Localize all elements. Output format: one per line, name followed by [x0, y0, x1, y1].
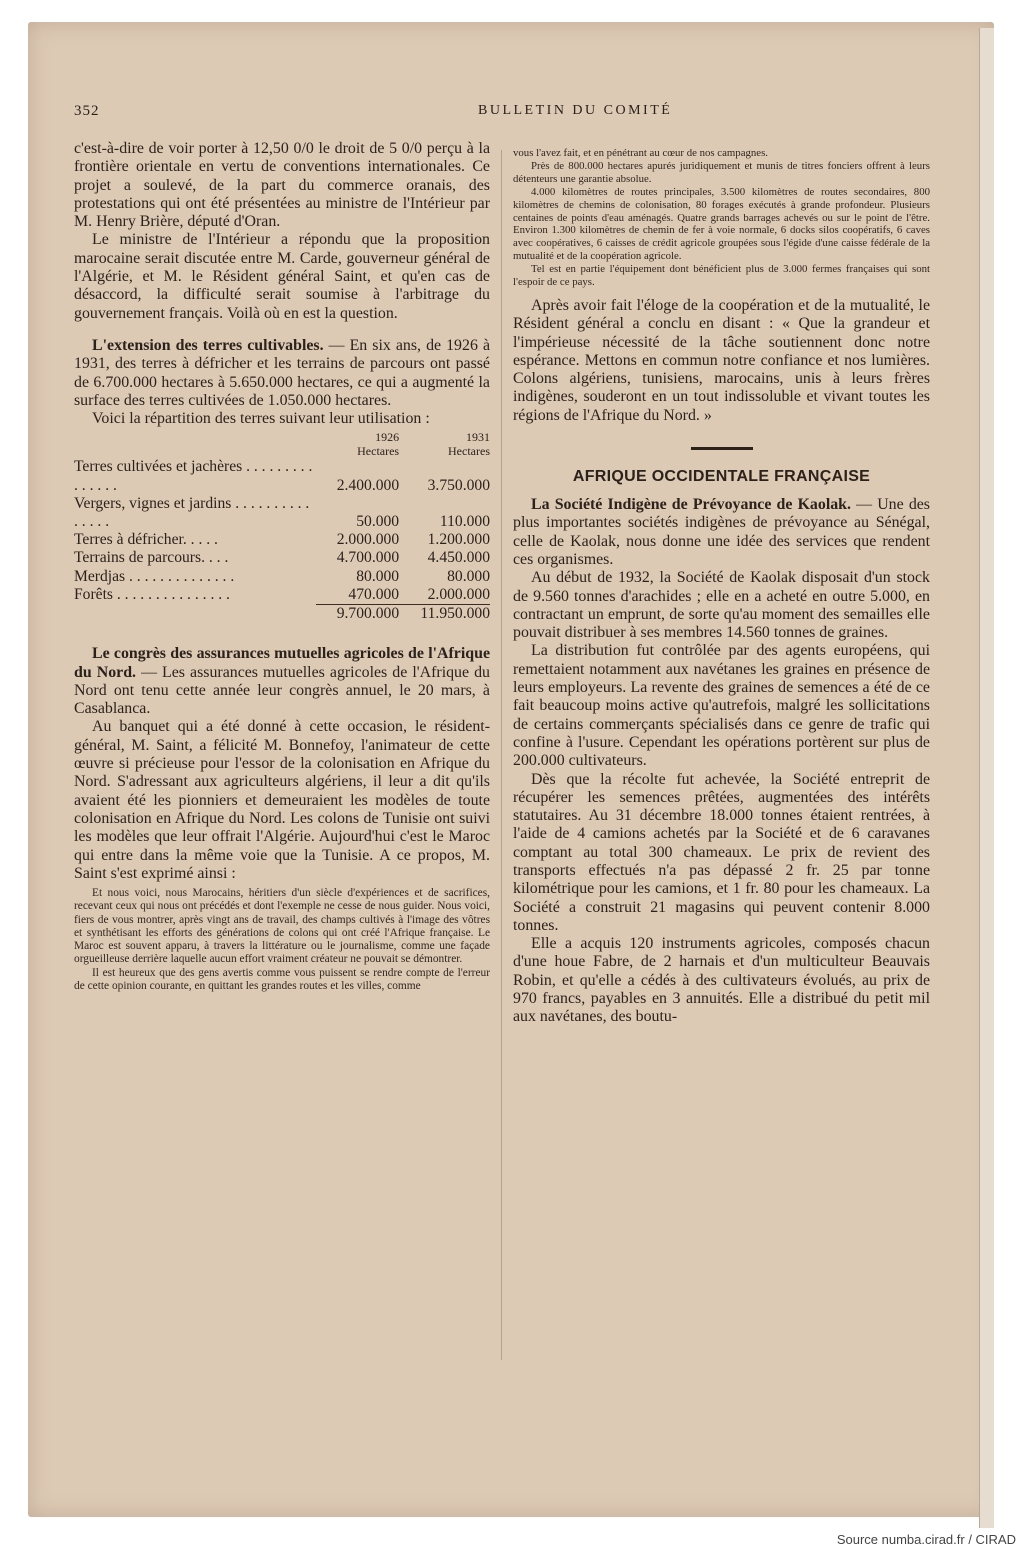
value-1931: 3.750.000: [427, 476, 490, 494]
value-1926: 80.000: [356, 567, 400, 585]
total-1926: 9.700.000: [316, 605, 399, 624]
paragraph: Après avoir fait l'éloge de la coopération et de la mutualité, le Résident général a conclu en disant : « Que la grandeur et l'impérieuse nécessité de la tâche soutiennent donc notre espérance. Mettons en commun notre confiance et nos lumières. Colons algériens, tunisiens, marocains, unis à leurs frères indigènes, souderont en un tout indissoluble et vivant toutes les régions de l'Afrique du Nord. »: [513, 296, 930, 424]
section-heading: AFRIQUE OCCIDENTALE FRANÇAISE: [572, 468, 871, 486]
table-row: [74, 586, 490, 605]
quotation: Il est heureux que des gens avertis comme vous puissent se rendre compte de l'erreur de cette opinion courante, en quittant les grandes routes et les villes, comme: [74, 966, 490, 992]
value-1931: 1.200.000: [427, 531, 490, 549]
land-use-table: [74, 430, 490, 623]
paragraph: c'est-à-dire de voir porter à 12,50 0/0 le droit de 5 0/0 perçu à la frontière orientale en vertu de conventions internationales. Ce projet a soulevé, de la part du commerce oranais, des protestations qui ont été présentées au ministre de l'Intérieur par M. Henry Brière, député d'Oran.: [74, 140, 490, 231]
quotation: Tel est en partie l'équipement dont bénéficient plus de 3.000 fermes françaises qui sont l'espoir de ce pays.: [513, 263, 930, 289]
paragraph: Dès que la récolte fut achevée, la Société entreprit de récupérer les semences prêtées, augmentées des intérêts statutaires. Au 31 décembre 18.000 tonnes étaient rentrées, à l'aide de 4 camions achetés par la Société et de 6 caravanes comptant au total 300 chameaux. Le prix de revient des transports effectués n'a pas dépassé 2 fr. 25 par tonne kilométrique pour les camions, et 1 fr. 80 pour les chameaux. La Société a construit 21 magasins qui peuvent contenir 8.000 tonnes.: [513, 770, 930, 934]
total-1931: 11.950.000: [399, 605, 490, 624]
value-1926: 50.000: [356, 513, 400, 531]
page-header: [74, 103, 936, 123]
article-text: — En six ans, de 1926 à 1931, des terres à défricher et les terrains de parcours ont passé de 6.700.000 hectares à 5.650.000 hectares, ce qui a augmenté la surface des terres cultivées de 1.050.000 hectares.: [74, 336, 490, 409]
page-number: 352: [74, 103, 100, 119]
article-text: — Les assurances mutuelles agricoles de l'Afrique du Nord ont tenu cette année leur congrès annuel, le 20 mars, à Casablanca.: [74, 663, 490, 718]
running-head: BULLETIN DU COMITÉ: [478, 103, 673, 118]
column-header-1931: 1931 Hectares: [448, 430, 490, 459]
value-1926: 2.400.000: [336, 476, 400, 494]
value-1931: 110.000: [439, 513, 490, 531]
value-1926: 470.000: [348, 585, 400, 603]
table-total-row: [74, 605, 490, 624]
table-row: [74, 531, 490, 549]
table-row: [74, 568, 490, 586]
article-heading: L'extension des terres cultivables.: [92, 336, 324, 354]
paragraph: Elle a acquis 120 instruments agricoles, composés chacun d'une houe Fabre, de 2 harnais et d'un multiculteur Beauvais Robin, et qu'elle a cédés à des cultivateurs évolués, au prix de 970 francs, payables en 3 annuités. Elle a distribué du petit mil aux navétanes, des boutu-: [513, 935, 930, 1026]
paragraph: La distribution fut contrôlée par des agents européens, qui remettaient notamment aux navétanes les graines en présence de leurs employeurs. La revente des graines de semences a été de ce fait beaucoup moins active qu'autrefois, malgré les sollicitations de certains commerçants spécialisés dans ce genre de trafic qui confine à l'usure. Cependant les opérations portèrent sur plus de 200.000 cultivateurs.: [513, 642, 930, 770]
quotation: Et nous voici, nous Marocains, héritiers d'un siècle d'expériences et de sacrifices, recevant ceux qui nous ont précédés et dont l'exemple ne cesse de nous guider. Nous voici, fiers de vous montrer, après vingt ans de travail, des champs cultivés à l'image des vôtres et synthétisant les efforts des générations de colons qui ont créé l'Afrique française. Le Maroc est souvent apparu, à travers la littérature ou le journalisme, comme une façade orgueilleuse derrière laquelle aucun effort vraiment créateur ne pouvait se démontrer.: [74, 887, 490, 966]
paragraph: [74, 337, 490, 410]
table-row: [74, 495, 490, 531]
article-text: — Une des plus importantes sociétés indigènes de prévoyance au Sénégal, celle de Kaolak, nous donne une idée des services que rendent ces organismes.: [513, 496, 930, 568]
quotation: vous l'avez fait, et en pénétrant au cœur de nos campagnes.: [513, 147, 768, 159]
row-label: Terres à défricher. . . . .: [74, 531, 218, 549]
paragraph: Voici la répartition des terres suivant leur utilisation :: [92, 410, 430, 428]
column-rule: [501, 150, 502, 1360]
value-1926: 2.000.000: [336, 531, 400, 549]
article-heading: La Société Indigène de Prévoyance de Kaolak.: [531, 496, 851, 514]
quotation: 4.000 kilomètres de routes principales, 3.500 kilomètres de routes secondaires, 800 kilomètres de chemins de colonisation, 80 forages exécutés à grande profondeur. Plusieurs centaines de points d'eau aménagés. Quatre grands barrages achevés ou sur le point de l'être. Environ 1.300 kilomètres de chemin de fer à voie normale, 6 docks silos coopératifs, 6 caves avec coopératives, 6 caisses de crédit agricole groupées sous l'égide d'une caisse fédérale de la mutualité et de la coopération agricole.: [513, 185, 930, 263]
row-label: Terrains de parcours. . . .: [74, 549, 229, 567]
quotation: Près de 800.000 hectares apurés juridiquement et munis de titres fonciers offrent à leurs détenteurs une garantie absolue.: [513, 159, 930, 185]
table-row: [74, 458, 490, 494]
paragraph: Au banquet qui a été donné à cette occasion, le résident-général, M. Saint, a félicité M. Bonnefoy, l'animateur de cette œuvre si précieuse pour l'essor de la colonisation en Afrique du Nord. S'adressant aux agriculteurs algériens, il leur a dit qu'ils avaient été les pionniers et demeuraient les modèles de toute colonisation en Afrique du Nord. Les colons de Tunisie ont suivi les modèles que leur offrait l'Algérie. Aujourd'hui c'est le Maroc qui entre dans la même voie que la Tunisie. A ce propos, M. Saint s'est exprimé ainsi :: [74, 718, 490, 882]
paragraph: Le ministre de l'Intérieur a répondu que la proposition marocaine serait discutée entre M. Carde, gouverneur général de l'Algérie, et M. le Résident général Saint, et qu'en cas de désaccord, la difficulté serait soumise à l'arbitrage du gouvernement français. Voilà où en est la question.: [74, 231, 490, 322]
source-credit: Source numba.cirad.fr / CIRAD: [836, 1532, 1016, 1547]
column-header-1926: 1926 Hectares: [357, 430, 400, 459]
left-column: [74, 140, 490, 993]
value-1931: 2.000.000: [427, 585, 490, 603]
row-label: Merdjas . . . . . . . . . . . . . .: [74, 567, 235, 585]
right-column: [513, 147, 930, 1027]
section-separator: [691, 447, 753, 450]
row-label: Forêts . . . . . . . . . . . . . . .: [74, 586, 230, 604]
table-row: [74, 549, 490, 567]
page-edge: [979, 28, 994, 1528]
row-label: Terres cultivées et jachères . . . . . . . . . . . . . . .: [74, 458, 313, 494]
row-label: Vergers, vignes et jardins . . . . . . . . . . . . . . .: [74, 494, 310, 531]
paragraph: [74, 645, 490, 718]
paragraph: [513, 496, 930, 569]
value-1931: 4.450.000: [427, 549, 490, 567]
value-1931: 80.000: [447, 567, 490, 585]
value-1926: 4.700.000: [336, 549, 400, 567]
article-heading: Le congrès des assurances mutuelles agricoles de l'Afrique du Nord.: [74, 645, 490, 681]
paragraph: Au début de 1932, la Société de Kaolak disposait d'un stock de 9.560 tonnes d'arachides ; elle en a acheté en outre 5.000, en contractant un emprunt, de sorte qu'au moment des semailles elle pouvait distribuer à ses membres 14.560 tonnes de graines.: [513, 569, 930, 642]
